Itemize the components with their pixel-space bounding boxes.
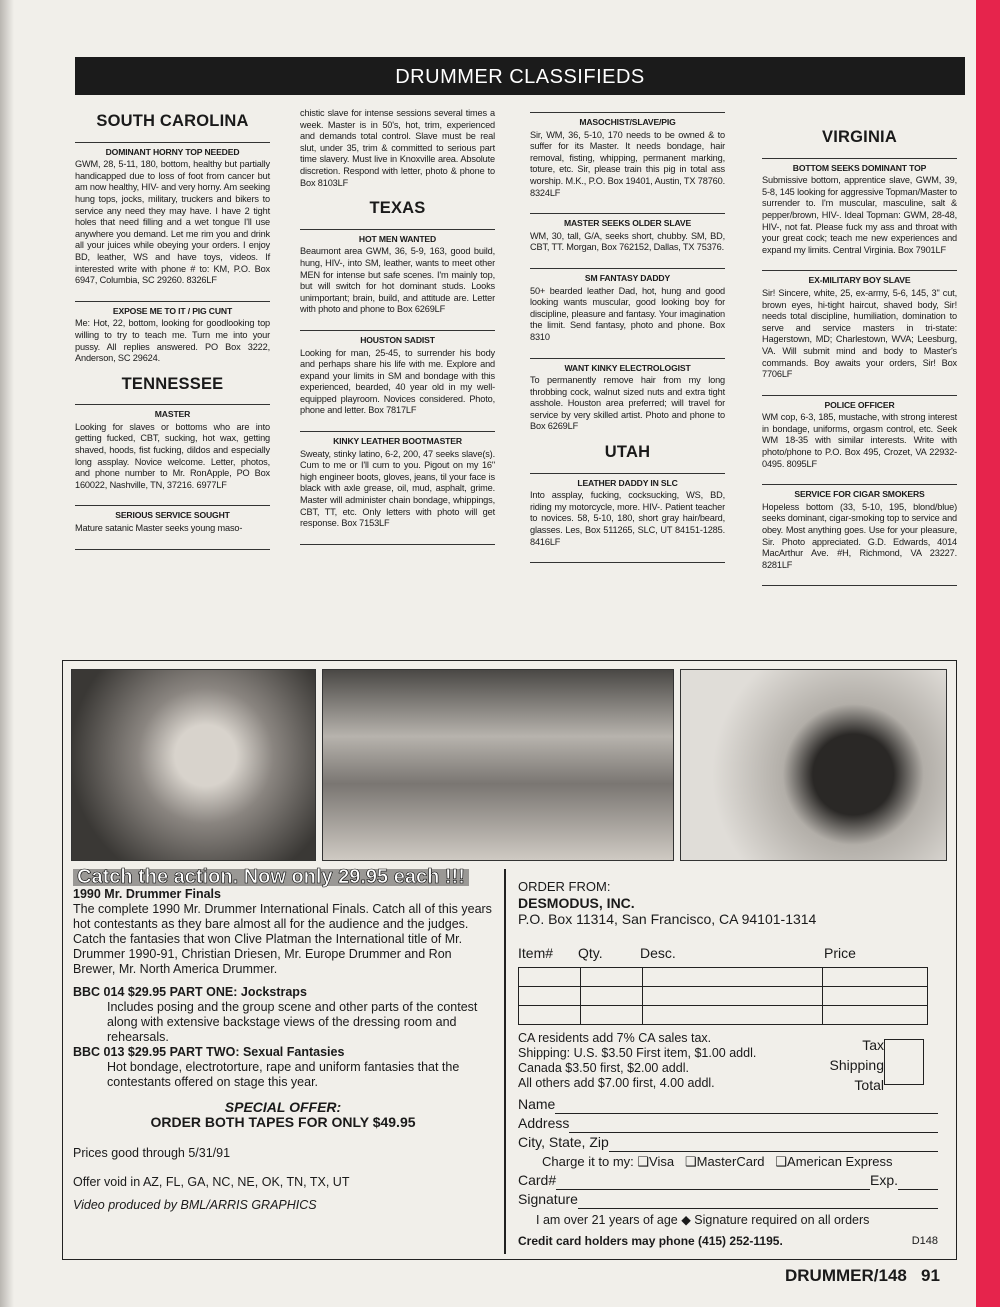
column-end-rule	[762, 585, 957, 586]
visa-checkbox[interactable]: Visa	[649, 1154, 675, 1169]
item-2-title: BBC 013 $29.95 PART TWO: Sexual Fantasies	[73, 1045, 345, 1059]
shipping-other: All others add $7.00 first, 4.00 addl.	[518, 1076, 715, 1090]
ad-body: Mature satanic Master seeks young maso-	[75, 523, 243, 534]
order-from-label: ORDER FROM:	[518, 879, 611, 894]
ad-code: D148	[911, 1235, 938, 1247]
intro-text: The complete 1990 Mr. Drummer International Finals. Catch all of this years hot contestants as they bare almost all for the audience and the judges. Catch the fantasies that won Clive Platman the International title of Mr. Drummer 1990-91, Christian Driesen, Mr. Europe Drummer and Ron Brewer, Mr. North America Drummer.	[73, 902, 492, 976]
name-field[interactable]	[518, 1095, 938, 1114]
shipping-canada: Canada $3.50 first, $2.00 addl.	[518, 1061, 689, 1075]
photo-smiling-man	[71, 669, 316, 861]
ad-body: Hopeless bottom (33, 5-10, 195, blond/blue) seeks dominant, cigar-smoking top to service and obey. Most anything goes. Use for your pleasure, Sir. Photo appreciated. G.D. Edwards, 4014 MacArthur Ave. #H, Richmond, VA 23227. 8281LF	[762, 501, 957, 570]
ad-title: WANT KINKY ELECTROLOGIST	[564, 362, 691, 373]
page-number: 91	[921, 1266, 940, 1285]
order-table[interactable]	[518, 967, 928, 1025]
void-states: Offer void in AZ, FL, GA, NC, NE, OK, TN, TX, UT	[73, 1175, 350, 1189]
special-offer-label: SPECIAL OFFER:	[224, 1099, 342, 1115]
phone-order: Credit card holders may phone (415) 252-1195.	[518, 1234, 783, 1248]
ad-title: HOUSTON SADIST	[360, 334, 435, 345]
item-1-title: BBC 014 $29.95 PART ONE: Jockstraps	[73, 985, 307, 999]
ad-title: EXPOSE ME TO IT / PIG CUNT	[112, 305, 233, 316]
ad-body: Me: Hot, 22, bottom, looking for goodlooking top willing to try to teach me. Turn me into your pussy. All replies answered. PO Box 3222, Anderson, SC 29624.	[75, 318, 270, 364]
ad-title: SM FANTASY DADDY	[584, 272, 671, 283]
photo-contestants-group	[322, 669, 674, 861]
ad-title: EX-MILITARY BOY SLAVE	[808, 275, 911, 286]
mastercard-checkbox[interactable]: MasterCard	[696, 1154, 765, 1169]
magazine-issue: DRUMMER/148	[785, 1266, 907, 1285]
state-heading: VIRGINIA	[822, 128, 897, 146]
state-heading: SOUTH CAROLINA	[96, 112, 249, 130]
signature-label: Signature	[518, 1191, 578, 1207]
ad-body: Beaumont area GWM, 36, 5-9, 163, good build, hung, HIV-, into SM, leather, wants to meet other MEN for intense but safe scenes. I'm mainly top, but will switch for hot dominant studs. Looks unimportant; brain, build, and attitude are. Letter with photo and phone to Box 6269LF	[300, 246, 495, 315]
classified-ad	[300, 330, 495, 417]
ad-body: Into assplay, fucking, cocksucking, WS, BD, riding my motorcycle, more. HIV-. Patient teacher to novices. 58, 5-10, 180, short gray hair/beard, glasses. Les, Box 511265, SLC, UT 84151-1285. 8416LF	[530, 490, 725, 547]
classified-ad	[530, 112, 725, 199]
name-label: Name	[518, 1096, 556, 1112]
city-field[interactable]	[518, 1133, 938, 1152]
ad-body: To permanently remove hair from my long throbbing cock, walnut sized nuts and extra tight asshole. Houston area preferred; will travel for service by very skilled artist. Photo and phone to Box 6269LF	[530, 375, 725, 432]
state-heading: TEXAS	[369, 199, 426, 218]
total-label: Total	[854, 1077, 884, 1093]
classified-ad	[530, 268, 725, 344]
headline: Catch the action. Now only 29.95 each !!!	[73, 869, 469, 886]
city-label: City, State, Zip	[518, 1134, 609, 1150]
ad-body: Sir! Sincere, white, 25, ex-army, 5-6, 145, 3" cut, brown eyes, hi-tight haircut, shaved body, Sir! needs total discipline, humiliation, domination to serve and service masters in tri-state: Hagerstown, MD; Charlestown, WVA; Leesburg, VA. Will submit mind and body to Master's commands. Boy awaits your orders, Sir! Box 7706LF	[762, 287, 957, 380]
ad-body: WM, 30, tall, G/A, seeks short, chubby. SM, BD, CBT, TT. Morgan, Box 762152, Dallas, TX 75376.	[530, 230, 725, 253]
order-form	[518, 879, 938, 1251]
charge-label: Charge it to my:	[542, 1154, 634, 1169]
page-footer	[785, 1266, 940, 1286]
column-1	[75, 108, 270, 550]
ad-title: MASOCHIST/SLAVE/PIG	[579, 117, 676, 127]
classified-ad	[762, 395, 957, 471]
tax-shipping-info	[518, 1031, 818, 1095]
special-offer-text: ORDER BOTH TAPES FOR ONLY $49.95	[150, 1114, 416, 1130]
ad-body: Looking for man, 25-45, to surrender his body and perhaps share his life with me. Explore and expand your limits in SM and bondage with this experienced, bearded, 40 year old in my well-equipped playroom. Novices considered. Photo, phone and letter. Box 7817LF	[300, 347, 495, 416]
classified-ad	[530, 213, 725, 254]
col-item: Item#	[518, 945, 554, 961]
page-edge-shadow	[0, 0, 14, 1307]
video-ad-box	[62, 660, 957, 1260]
ad-title: MASTER	[154, 409, 191, 420]
ad-body: Sir, WM, 36, 5-10, 170 needs to be owned & to suffer for its Master. It needs bondage, hair removal, fisting, whipping, permanent marking, toture, etc. Sir, please train this pig in total ass worship. M.K., P.O. Box 19401, Austin, TX 78760. 8324LF	[530, 129, 725, 198]
classified-ad	[75, 404, 270, 491]
exp-label: Exp.	[869, 1172, 898, 1188]
amex-checkbox[interactable]: American Express	[787, 1154, 893, 1169]
signature-field[interactable]	[518, 1190, 938, 1209]
classified-ad	[530, 358, 725, 434]
ad-body: chistic slave for intense sessions several times a week. Master is in 50's, hot, trim, experienced and demands total control. Slave must be real slut, under 35, trim & committed to serious part time slavery. Must live in Knoxville area. Absolute discretion. Respond with letter, photo & phone to Box 8103LF	[300, 108, 495, 188]
column-4	[762, 124, 957, 586]
ad-body: Looking for slaves or bottoms who are into getting fucked, CBT, sucking, hot wax, getting shaved, hoods, fist fucking, dildos and especially long assplay. Novice welcome. Letter, photos, and phone number to Mr. RonApple, PO Box 160022, Nashville, TN, 37216. 6977LF	[75, 421, 270, 490]
ad-body: GWM, 28, 5-11, 180, bottom, healthy but partially handicapped due to loss of foot from cancer but am now healthy, HIV- and very horny. Am seeking hung tops, jocks, military, truckers and bikers to service any need they may have. I have 2 tight holes that need filling and a wet tongue I'll use anywhere you demand. Let me rim you and drink all your juices while obeying your orders. I enjoy BD, leather, WS and have toys, videos. If interested write with phone # to: KM, P.O. Box 6947, Columbia, SC 29260. 8326LF	[75, 159, 270, 286]
photo-bearded-men	[680, 669, 947, 861]
ad-title: POLICE OFFICER	[824, 399, 895, 410]
section-header: DRUMMER CLASSIFIEDS	[75, 57, 965, 95]
company-address: P.O. Box 11314, San Francisco, CA 94101-1314	[518, 911, 817, 927]
red-edge-strip	[976, 0, 1000, 1307]
card-field[interactable]	[518, 1171, 938, 1190]
address-label: Address	[518, 1115, 570, 1131]
col-desc: Desc.	[640, 945, 676, 961]
column-end-rule	[530, 562, 725, 563]
classified-ad	[530, 473, 725, 549]
state-heading: UTAH	[604, 443, 651, 462]
col-qty: Qty.	[578, 945, 603, 961]
ad-body: Sweaty, stinky latino, 6-2, 200, 47 seeks slave(s). Cum to me or I'll cum to you. Pigout on my 16" high engineer boots, gloves, jeans, til your face is black with axle grease, oil, mud, asphalt, grime. Master will administer chain bondage, whippings, CBT, TT, etc. Only letters with photo will get response. Box 7153LF	[300, 448, 495, 529]
ad-body: Submissive bottom, apprentice slave, GWM, 39, 5-8, 145 looking for aggressive Topman/Master to surrender to. I'm muscular, masculine, salt & pepper/brown, HIV-. Ideal Topman: GWM, 28-48, HIV-, not fat. Please fuck my ass and throat with your great cock; teach me new experiences and expand my limits. Central Virginia. Box 7901LF	[762, 175, 957, 255]
classified-ad	[762, 270, 957, 380]
ad-title: BOTTOM SEEKS DOMINANT TOP	[792, 162, 927, 173]
item-1-desc: Includes posing and the group scene and other parts of the contest along with extensive backstage views of the dressing room and rehearsals.	[107, 1000, 478, 1044]
video-offer	[73, 866, 493, 1213]
shipping-label: Shipping	[829, 1057, 884, 1073]
classified-ad	[762, 158, 957, 257]
ad-body: 50+ bearded leather Dad, hot, hung and good looking wants muscular, good looking boy for discipline, pleasure and fantasy. Your imagination the limit. Send fantasy, photo and phone. Box 8310	[530, 285, 725, 342]
ad-title: SERVICE FOR CIGAR SMOKERS	[794, 489, 925, 500]
totals-box[interactable]	[884, 1039, 924, 1085]
classified-ad	[75, 505, 270, 534]
ad-title: LEATHER DADDY IN SLC	[577, 477, 678, 488]
classified-ad	[300, 431, 495, 530]
address-field[interactable]	[518, 1114, 938, 1133]
ad-title: DOMINANT HORNY TOP NEEDED	[105, 146, 240, 157]
column-end-rule	[300, 544, 495, 545]
classified-ad	[75, 301, 270, 365]
classified-ad	[762, 484, 957, 571]
ad-title: HOT MEN WANTED	[358, 233, 437, 244]
column-end-rule	[75, 549, 270, 550]
shipping-us: Shipping: U.S. $3.50 First item, $1.00 addl.	[518, 1046, 757, 1060]
ad-title: SERIOUS SERVICE SOUGHT	[115, 510, 230, 521]
prices-valid: Prices good through 5/31/91	[73, 1146, 231, 1160]
form-column-headers	[518, 945, 938, 961]
classified-ad	[300, 229, 495, 316]
ad-title: KINKY LEATHER BOOTMASTER	[333, 436, 462, 447]
divider	[504, 869, 506, 1254]
ad-title: MASTER SEEKS OLDER SLAVE	[563, 218, 692, 229]
classified-ad	[300, 108, 495, 189]
state-heading: TENNESSEE	[121, 374, 224, 393]
producer-credit: Video produced by BML/ARRIS GRAPHICS	[73, 1198, 317, 1212]
column-2	[300, 108, 495, 545]
payment-options: Charge it to my: ❑Visa ❑MasterCard ❑American Express	[542, 1154, 893, 1169]
tax-label: Tax	[862, 1037, 884, 1053]
age-statement: I am over 21 years of age ◆ Signature required on all orders	[536, 1213, 870, 1227]
tax-line: CA residents add 7% CA sales tax.	[518, 1031, 712, 1045]
ad-body: WM cop, 6-3, 185, mustache, with strong interest in bondage, uniforms, orgasm control, etc. Seek WM 18-35 with similar interests. Write with photo/phone to P.O. Box 495, Crozet, VA 22932-0495. 8095LF	[762, 412, 957, 469]
card-label: Card#	[518, 1172, 557, 1188]
company-name: DESMODUS, INC.	[518, 895, 635, 911]
classified-ad	[75, 142, 270, 287]
col-price: Price	[824, 945, 856, 961]
column-3	[530, 112, 725, 563]
subtitle: 1990 Mr. Drummer Finals	[73, 887, 221, 901]
item-2-desc: Hot bondage, electrotorture, rape and uniform fantasies that the contestants offered on stage this year.	[107, 1060, 460, 1089]
